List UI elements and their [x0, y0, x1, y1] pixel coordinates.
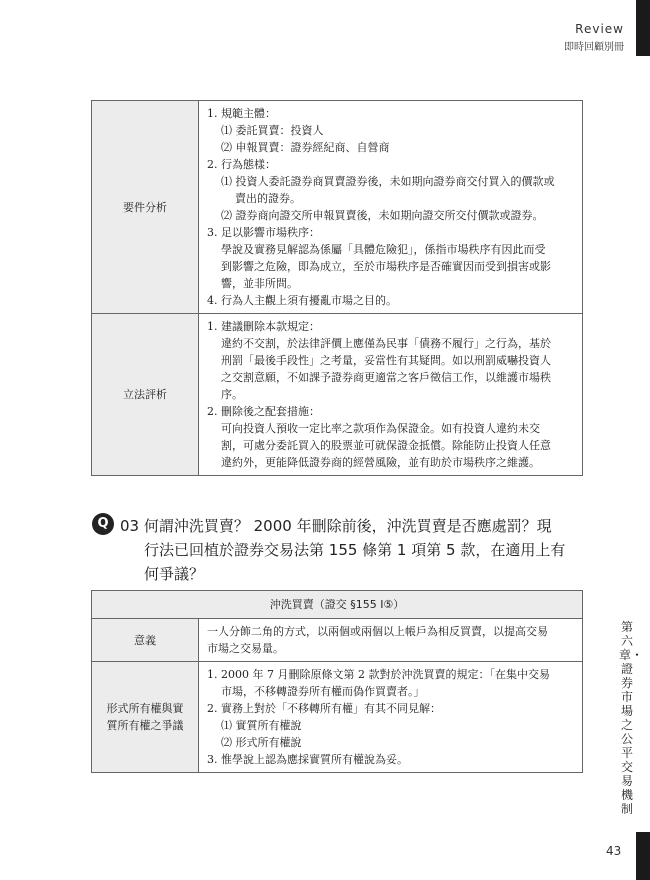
content-line: ⑵ 形式所有權說 — [221, 736, 302, 749]
content-line: ⑴ 委託買賣：投資人 — [221, 124, 324, 137]
row-label: 意義 — [92, 619, 199, 662]
table-title: 沖洗買賣（證交 §155 Ⅰ⑤） — [92, 591, 583, 619]
content-line: 違約不交割，於法律評價上應僅為民事「債務不履行」之行為，基於 — [221, 337, 551, 350]
content-line: 2. 刪除後之配套措施： — [207, 405, 320, 418]
content-line: 刑罰「最後手段性」之考量，妥當性有其疑問。如以刑罰威嚇投資人 — [221, 354, 551, 367]
question-text — [120, 514, 600, 586]
content-line: 1. 2000 年 7 月刪除原條文第 2 款對於沖洗買賣的規定：「在集中交易 — [207, 668, 550, 681]
content-line: 賣出的證券。 — [235, 192, 301, 205]
table-row — [92, 619, 583, 662]
row-content — [199, 314, 583, 476]
question-icon: Q — [92, 513, 114, 535]
wash-trade-table — [91, 590, 583, 773]
chapter-side-label: 第六章・證券市場之公平交易機制 — [619, 620, 644, 816]
table-row — [92, 662, 583, 773]
table-row — [92, 101, 583, 314]
question-line: 何爭議？ — [144, 565, 205, 583]
content-line: 4. 行為人主觀上須有擾亂市場之目的。 — [207, 294, 397, 307]
row-content — [199, 619, 583, 662]
row-label-line: 形式所有權與實 — [106, 702, 184, 715]
content-line: 市場，不移轉證券所有權而偽作買賣者。」 — [221, 685, 425, 698]
content-line: 可向投資人預收一定比率之款項作為保證金。如有投資人違約未交 — [221, 422, 540, 435]
row-label: 立法評析 — [92, 314, 199, 476]
row-content — [199, 662, 583, 773]
content-line: ⑵ 申報買賣：證券經紀商、自營商 — [221, 141, 390, 154]
question-line: 03 何謂沖洗買賣？ 2000 年刪除前後，沖洗買賣是否應處罰？現 — [120, 517, 552, 535]
analysis-table — [91, 100, 583, 476]
content-line: 割，可處分委託買入的股票並可就保證金抵償。除能防止投資人任意 — [221, 439, 551, 452]
content-line: 違約外，更能降低證券商的經營風險，並有助於市場秩序之維護。 — [221, 456, 540, 469]
content-line: 2. 行為態樣： — [207, 158, 276, 171]
row-label-line: 質所有權之爭議 — [106, 719, 184, 732]
content-line: 市場之交易量。 — [207, 642, 284, 655]
content-line: 響，並非所問。 — [221, 277, 298, 290]
table-title-row — [92, 591, 583, 619]
row-label — [92, 662, 199, 773]
content-line: ⑴ 投資人委託證券商買賣證券後，未如期向證券商交付買入的價款或 — [221, 175, 555, 188]
footer-black-tab — [636, 832, 650, 880]
header-black-tab — [636, 0, 650, 56]
page-number: 43 — [606, 844, 622, 858]
content-line: 2. 實務上對於「不移轉所有權」有其不同見解： — [207, 702, 441, 715]
content-line: 之交割意願，不如課予證券商更適當之客戶徵信工作，以維護市場秩 — [221, 371, 551, 384]
header-review-label: Review — [575, 22, 624, 36]
content-line: 1. 規範主體： — [207, 107, 276, 120]
row-content — [199, 101, 583, 314]
content-line: ⑴ 實質所有權說 — [221, 719, 302, 732]
content-line: 3. 足以影響市場秩序： — [207, 226, 320, 239]
content-line: 到影響之危險，即為成立，至於市場秩序是否確實因而受到損害或影 — [221, 260, 551, 273]
content-line: 學說及實務見解認為係屬「具體危險犯」，係指市場秩序有因此而受 — [221, 243, 546, 256]
content-line: 1. 建議刪除本款規定： — [207, 320, 320, 333]
content-line: 3. 惟學說上認為應採實質所有權說為妥。 — [207, 753, 408, 766]
content-line: ⑵ 證券商向證交所申報買賣後，未如期向證交所交付價款或證券。 — [221, 209, 544, 222]
row-label: 要件分析 — [92, 101, 199, 314]
content-line: 一人分飾二角的方式，以兩個或兩個以上帳戶為相反買賣，以提高交易 — [207, 625, 548, 638]
header-subtitle: 即時回顧別冊 — [564, 42, 624, 53]
table-row — [92, 314, 583, 476]
content-line: 序。 — [221, 388, 243, 401]
question-line: 行法已回植於證券交易法第 155 條第 1 項第 5 款，在適用上有 — [144, 541, 566, 559]
